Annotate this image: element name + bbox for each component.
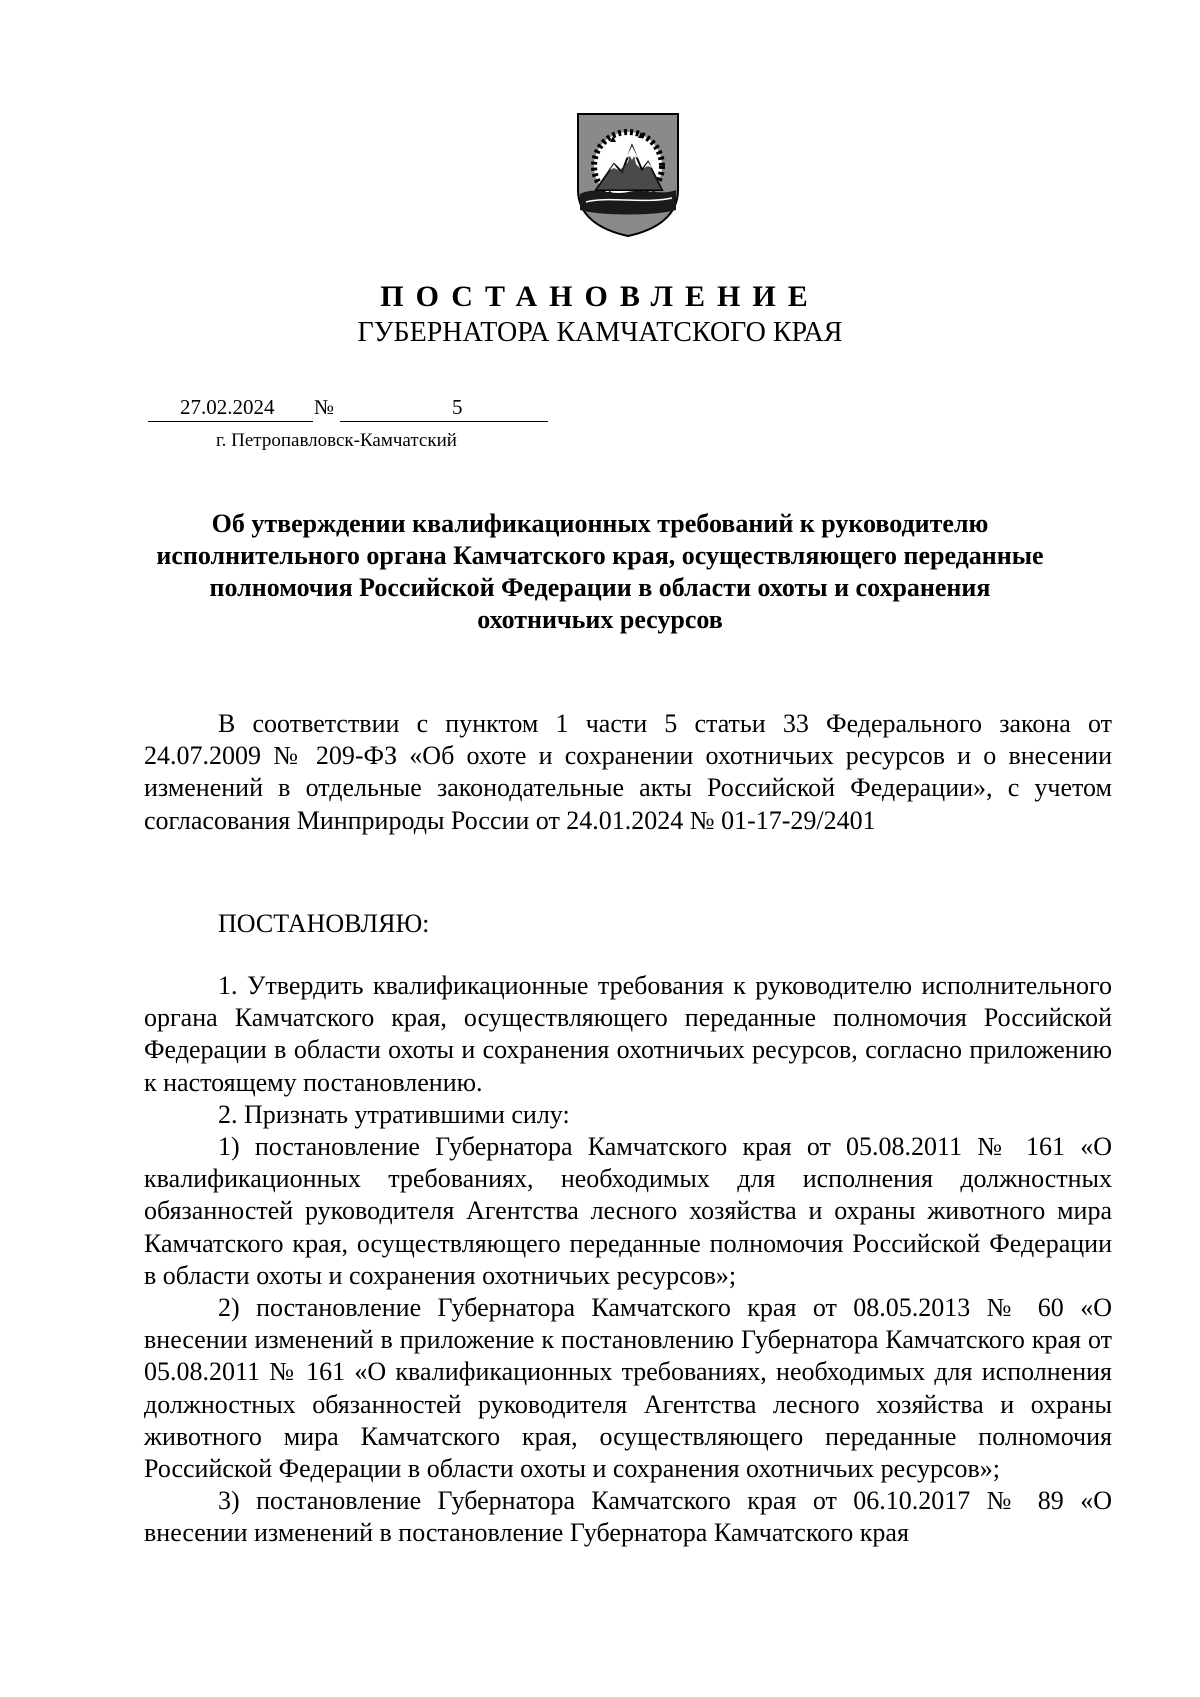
number-underline (340, 395, 548, 422)
preamble-paragraph: В соответствии с пунктом 1 части 5 статьи 33 Федерального закона от 24.07.2009 № 209-ФЗ «Об охоте и сохранении охотничьих ресурсов и о внесении изменений в отдельные законодательные акты Российской Федерации», с учетом согласования Минприроды России от 24.01.2024 № 01-17-29/2401 (144, 709, 1112, 835)
decree-items (144, 970, 1112, 1550)
item-1-approve: 1. Утвердить квалификационные требования к руководителю исполнительного органа Камчатского края, осуществляющего переданные полномочия Российской Федерации в области охоты и сохранения охотничьих ресурсов, согласно приложению к настоящему постановлению. (144, 971, 1112, 1097)
item-2-repeal: 2. Признать утратившими силу: (218, 1099, 570, 1129)
item-2-subitem-3: 3) постановление Губернатора Камчатского края от 06.10.2017 № 89 «О внесении изменений в постановление Губернатора Камчатского края (144, 1486, 1112, 1548)
document-type: ПОСТАНОВЛЕНИЕ (380, 280, 820, 313)
decree-word: ПОСТАНОВЛЯЮ: (218, 909, 430, 938)
number-sign: № (314, 395, 335, 419)
kamchatka-coat-of-arms-icon (576, 112, 680, 238)
item-2-subitem-1: 1) постановление Губернатора Камчатского края от 05.08.2011 № 161 «О квалификационных требованиях, необходимых для исполнения должностных обязанностей руководителя Агентства лесного хозяйства и охраны животного мира Камчатского края, осуществляющего переданные полномочия Российской Федерации в области охоты и сохранения охотничьих ресурсов»; (144, 1132, 1112, 1290)
document-number: 5 (452, 395, 463, 419)
document-title: Об утверждении квалификационных требований к руководителю исполнительного органа Камчатского края, осуществляющего переданные полномочия Российской Федерации в области охоты и сохранения охотничьих ресурсов (156, 509, 1044, 634)
document-date: 27.02.2024 (180, 395, 275, 419)
place-of-issue: г. Петропавловск-Камчатский (216, 430, 457, 451)
issuing-authority: ГУБЕРНАТОРА КАМЧАТСКОГО КРАЯ (357, 317, 843, 348)
item-2-subitem-2: 2) постановление Губернатора Камчатского края от 08.05.2013 № 60 «О внесении изменений в приложение к постановлению Губернатора Камчатского края от 05.08.2011 № 161 «О квалификационных требованиях, необходимых для исполнения должностных обязанностей руководителя Агентства лесного хозяйства и охраны животного мира Камчатского края, осуществляющего переданные полномочия Российской Федерации в области охоты и сохранения охотничьих ресурсов»; (144, 1293, 1112, 1484)
